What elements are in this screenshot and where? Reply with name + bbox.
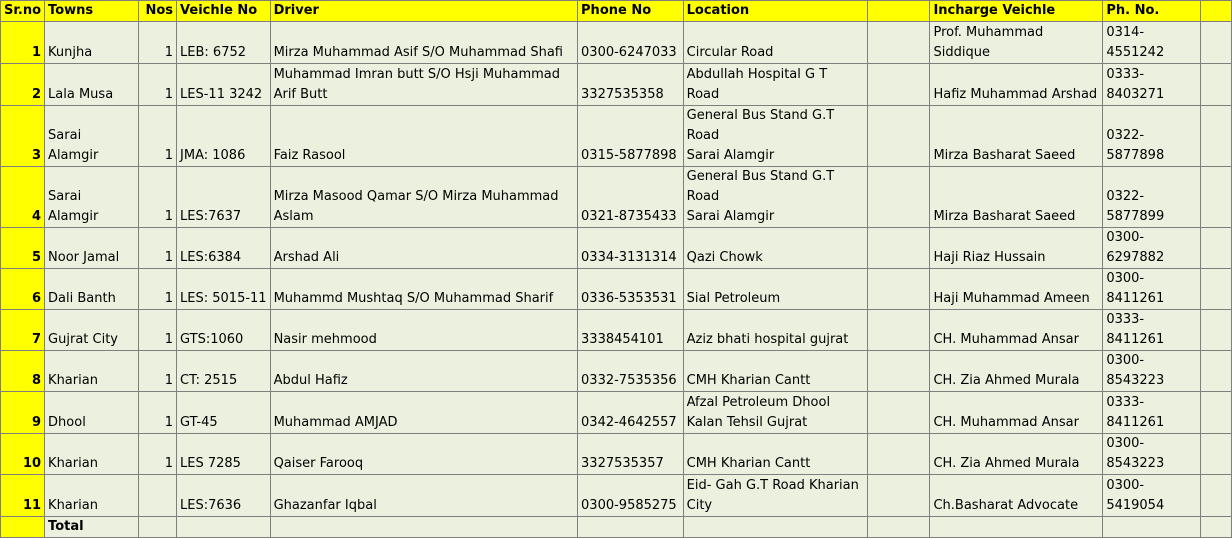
cell-driver: Abdul Hafiz [270, 351, 577, 392]
cell-incharge: Mirza Basharat Saeed [930, 106, 1103, 167]
cell-vehicle-no: CT: 2515 [177, 351, 271, 392]
cell-driver: Mirza Masood Qamar S/O Mirza Muhammad Aslam [270, 167, 577, 228]
cell-town: Kharian [45, 475, 139, 517]
cell-blank-end [1200, 269, 1231, 310]
cell-vehicle-no: LES-11 3242 [177, 64, 271, 106]
cell-nos: 1 [139, 434, 177, 475]
total-row [1, 517, 1232, 538]
cell-location: Eid- Gah G.T Road Kharian City [683, 475, 867, 517]
cell-town: Kharian [45, 351, 139, 392]
header-srno: Sr.no [1, 1, 45, 22]
cell-blank-end [1200, 351, 1231, 392]
cell-location: Qazi Chowk [683, 228, 867, 269]
cell-blank-end [1200, 228, 1231, 269]
cell-vehicle-no: LES: 5015-11 [177, 269, 271, 310]
cell-srno: 9 [1, 392, 45, 434]
cell-vehicle-no: LEB: 6752 [177, 22, 271, 64]
cell-driver: Muhammd Mushtaq S/O Muhammad Sharif [270, 269, 577, 310]
cell-nos: 1 [139, 392, 177, 434]
cell-srno: 2 [1, 64, 45, 106]
cell-driver: Nasir mehmood [270, 310, 577, 351]
cell-nos: 1 [139, 106, 177, 167]
cell-blank [867, 310, 930, 351]
cell-ph-no: 0314-4551242 [1103, 22, 1200, 64]
cell-location: Sial Petroleum [683, 269, 867, 310]
cell-driver: Qaiser Farooq [270, 434, 577, 475]
cell-location: General Bus Stand G.T Road Sarai Alamgir [683, 167, 867, 228]
cell-incharge: CH. Muhammad Ansar [930, 392, 1103, 434]
cell-srno: 3 [1, 106, 45, 167]
table-row [1, 434, 1232, 475]
header-driver: Driver [270, 1, 577, 22]
cell-driver: Muhammad AMJAD [270, 392, 577, 434]
cell-location: CMH Kharian Cantt [683, 351, 867, 392]
cell-ph-no: 0333-8411261 [1103, 392, 1200, 434]
cell-vehicle-no: GT-45 [177, 392, 271, 434]
cell-location: Afzal Petroleum Dhool Kalan Tehsil Gujrat [683, 392, 867, 434]
cell-blank-end [1200, 167, 1231, 228]
cell-town: Dhool [45, 392, 139, 434]
cell-phone: 0321-8735433 [578, 167, 684, 228]
cell-nos [139, 475, 177, 517]
header-blank [867, 1, 930, 22]
header-vehicle-no: Veichle No [177, 1, 271, 22]
cell-driver: Faiz Rasool [270, 106, 577, 167]
cell-blank [867, 167, 930, 228]
cell-srno: 8 [1, 351, 45, 392]
cell-incharge: Haji Muhammad Ameen [930, 269, 1103, 310]
cell-incharge: Ch.Basharat Advocate [930, 475, 1103, 517]
cell-driver: Arshad Ali [270, 228, 577, 269]
header-ph-no: Ph. No. [1103, 1, 1200, 22]
cell-ph-no: 0300-8543223 [1103, 434, 1200, 475]
table-row [1, 64, 1232, 106]
header-location: Location [683, 1, 867, 22]
table-row [1, 475, 1232, 517]
cell-blank [867, 475, 930, 517]
cell-town: Sarai Alamgir [45, 167, 139, 228]
cell-blank [867, 434, 930, 475]
cell-town: Dali Banth [45, 269, 139, 310]
total-label: Total [45, 517, 139, 538]
cell-phone: 0300-9585275 [578, 475, 684, 517]
cell-blank-end [1200, 64, 1231, 106]
cell-location: General Bus Stand G.T Road Sarai Alamgir [683, 106, 867, 167]
cell-driver: Mirza Muhammad Asif S/O Muhammad Shafi [270, 22, 577, 64]
table-row [1, 351, 1232, 392]
cell-blank-end [1200, 22, 1231, 64]
cell-ph-no: 0300-8411261 [1103, 269, 1200, 310]
cell-ph-no: 0322-5877899 [1103, 167, 1200, 228]
cell-vehicle-no: LES:7636 [177, 475, 271, 517]
cell-ph-no: 0322-5877898 [1103, 106, 1200, 167]
header-incharge: Incharge Veichle [930, 1, 1103, 22]
cell-vehicle-no: LES:7637 [177, 167, 271, 228]
cell-incharge: CH. Zia Ahmed Murala [930, 351, 1103, 392]
cell-phone: 0334-3131314 [578, 228, 684, 269]
cell-incharge: CH. Muhammad Ansar [930, 310, 1103, 351]
cell-nos: 1 [139, 167, 177, 228]
cell-phone: 0336-5353531 [578, 269, 684, 310]
cell-blank [867, 392, 930, 434]
cell-town: Sarai Alamgir [45, 106, 139, 167]
cell-phone: 3327535358 [578, 64, 684, 106]
table-row [1, 392, 1232, 434]
header-towns: Towns [45, 1, 139, 22]
cell-incharge: CH. Zia Ahmed Murala [930, 434, 1103, 475]
cell-nos: 1 [139, 351, 177, 392]
cell-phone: 0315-5877898 [578, 106, 684, 167]
cell-srno: 11 [1, 475, 45, 517]
total-srno-cell [1, 517, 45, 538]
cell-ph-no: 0300-8543223 [1103, 351, 1200, 392]
cell-vehicle-no: LES 7285 [177, 434, 271, 475]
cell-location: Circular Road [683, 22, 867, 64]
cell-srno: 6 [1, 269, 45, 310]
cell-phone: 3338454101 [578, 310, 684, 351]
header-nos: Nos [139, 1, 177, 22]
cell-driver: Muhammad Imran butt S/O Hsji Muhammad Arif Butt [270, 64, 577, 106]
header-phone-no: Phone No [578, 1, 684, 22]
cell-nos: 1 [139, 64, 177, 106]
cell-srno: 4 [1, 167, 45, 228]
cell-blank [867, 351, 930, 392]
cell-blank-end [1200, 310, 1231, 351]
table-row [1, 228, 1232, 269]
cell-blank-end [1200, 106, 1231, 167]
cell-phone: 0332-7535356 [578, 351, 684, 392]
cell-ph-no: 0300-6297882 [1103, 228, 1200, 269]
cell-srno: 1 [1, 22, 45, 64]
cell-vehicle-no: LES:6384 [177, 228, 271, 269]
cell-phone: 3327535357 [578, 434, 684, 475]
cell-blank [867, 269, 930, 310]
cell-incharge: Prof. Muhammad Siddique [930, 22, 1103, 64]
cell-vehicle-no: JMA: 1086 [177, 106, 271, 167]
table-row [1, 269, 1232, 310]
cell-srno: 10 [1, 434, 45, 475]
cell-incharge: Hafiz Muhammad Arshad [930, 64, 1103, 106]
cell-ph-no: 0300-5419054 [1103, 475, 1200, 517]
cell-incharge: Mirza Basharat Saeed [930, 167, 1103, 228]
cell-ph-no: 0333-8403271 [1103, 64, 1200, 106]
cell-blank-end [1200, 392, 1231, 434]
cell-nos: 1 [139, 228, 177, 269]
cell-town: Kharian [45, 434, 139, 475]
table-row [1, 22, 1232, 64]
table-row [1, 167, 1232, 228]
cell-town: Noor Jamal [45, 228, 139, 269]
cell-location: CMH Kharian Cantt [683, 434, 867, 475]
cell-blank [867, 106, 930, 167]
header-row [1, 1, 1232, 22]
cell-location: Abdullah Hospital G T Road [683, 64, 867, 106]
cell-blank [867, 64, 930, 106]
cell-blank [867, 228, 930, 269]
cell-ph-no: 0333-8411261 [1103, 310, 1200, 351]
cell-town: Kunjha [45, 22, 139, 64]
table-row [1, 106, 1232, 167]
cell-blank-end [1200, 434, 1231, 475]
cell-town: Gujrat City [45, 310, 139, 351]
cell-nos: 1 [139, 310, 177, 351]
table-row [1, 310, 1232, 351]
cell-blank-end [1200, 475, 1231, 517]
cell-srno: 5 [1, 228, 45, 269]
cell-vehicle-no: GTS:1060 [177, 310, 271, 351]
header-blank-end [1200, 1, 1231, 22]
cell-nos: 1 [139, 22, 177, 64]
cell-srno: 7 [1, 310, 45, 351]
cell-location: Aziz bhati hospital gujrat [683, 310, 867, 351]
cell-driver: Ghazanfar Iqbal [270, 475, 577, 517]
cell-phone: 0300-6247033 [578, 22, 684, 64]
cell-nos: 1 [139, 269, 177, 310]
cell-town: Lala Musa [45, 64, 139, 106]
cell-phone: 0342-4642557 [578, 392, 684, 434]
cell-blank [867, 22, 930, 64]
cell-incharge: Haji Riaz Hussain [930, 228, 1103, 269]
